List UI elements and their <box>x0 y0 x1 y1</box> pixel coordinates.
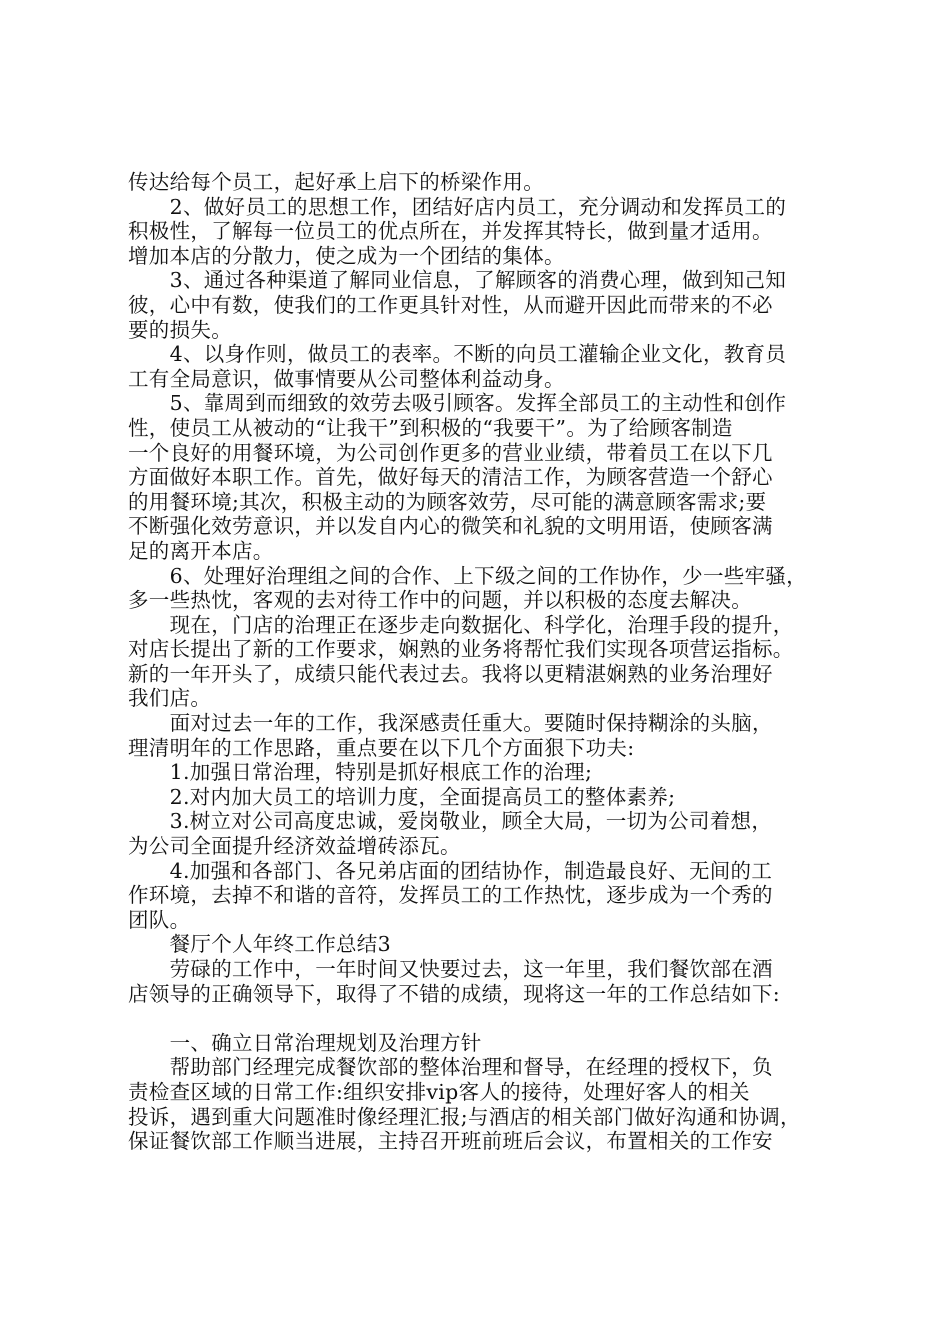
text-line: 传达给每个员工，起好承上启下的桥梁作用。 <box>128 170 544 194</box>
text-line: 增加本店的分散力，使之成为一个团结的集体。 <box>128 243 565 268</box>
text-line: 性，使员工从被动的“让我干”到积极的“我要干”。为了给顾客制造 <box>128 415 733 440</box>
text-line: 的用餐环境;其次，积极主动的为顾客效劳，尽可能的满意顾客需求;要 <box>128 489 767 514</box>
document-body <box>128 170 840 1154</box>
text-line: 团队。 <box>128 907 191 932</box>
text-line: 现在，门店的治理正在逐步走向数据化、科学化，治理手段的提升， <box>128 612 794 637</box>
text-line: 帮助部门经理完成餐饮部的整体治理和督导，在经理的授权下，负 <box>128 1055 773 1080</box>
text-line: 新的一年开头了，成绩只能代表过去。我将以更精湛娴熟的业务治理好 <box>128 661 773 686</box>
text-line: 工有全局意识，做事情要从公司整体利益动身。 <box>128 366 565 391</box>
text-line: 投诉，遇到重大问题准时像经理汇报;与酒店的相关部门做好沟通和协调， <box>128 1104 801 1129</box>
text-line: 6、处理好治理组之间的合作、上下级之间的工作协作，少一些牢骚， <box>128 563 807 588</box>
text-line: 2、做好员工的思想工作，团结好店内员工，充分调动和发挥员工的 <box>128 194 787 219</box>
text-line: 餐厅个人年终工作总结3 <box>128 932 391 957</box>
text-line: 对店长提出了新的工作要求，娴熟的业务将帮忙我们实现各项营运指标。 <box>128 637 794 662</box>
blank-line <box>128 1006 840 1031</box>
text-line: 一个良好的用餐环境，为公司创作更多的营业业绩，带着员工在以下几 <box>128 440 773 465</box>
text-line: 方面做好本职工作。首先，做好每天的清洁工作，为顾客营造一个舒心 <box>128 465 773 490</box>
text-line: 店领导的正确领导下，取得了不错的成绩，现将这一年的工作总结如下: <box>128 981 781 1006</box>
text-line: 多一些热忱，客观的去对待工作中的问题，并以积极的态度去解决。 <box>128 588 752 613</box>
text-line: 劳碌的工作中，一年时间又快要过去，这一年里，我们餐饮部在酒 <box>128 957 773 981</box>
text-line: 保证餐饮部工作顺当进展，主持召开班前班后会议，布置相关的工作安 <box>128 1129 773 1154</box>
text-line: 不断强化效劳意识，并以发自内心的微笑和礼貌的文明用语，使顾客满 <box>128 514 773 539</box>
text-line: 要的损失。 <box>128 317 232 342</box>
text-line: 5、靠周到而细致的效劳去吸引顾客。发挥全部员工的主动性和创作 <box>128 391 787 416</box>
text-line: 面对过去一年的工作，我深感责任重大。要随时保持糊涂的头脑， <box>128 711 773 736</box>
text-line: 彼，心中有数，使我们的工作更具针对性，从而避开因此而带来的不必 <box>128 292 773 317</box>
text-line: 1.加强日常治理，特别是抓好根底工作的治理; <box>128 760 593 785</box>
text-line: 4.加强和各部门、各兄弟店面的团结协作，制造最良好、无间的工 <box>128 858 773 883</box>
text-line: 2.对内加大员工的培训力度，全面提高员工的整体素养; <box>128 784 676 809</box>
text-line: 作环境，去掉不和谐的音符，发挥员工的工作热忱，逐步成为一个秀的 <box>128 883 773 908</box>
text-line: 一、确立日常治理规划及治理方针 <box>128 1030 482 1055</box>
text-line: 理清明年的工作思路，重点要在以下几个方面狠下功夫: <box>128 735 635 760</box>
text-line: 我们店。 <box>128 686 212 711</box>
text-line: 责检查区域的日常工作:组织安排vip客人的接待，处理好客人的相关 <box>128 1079 750 1104</box>
text-line: 足的离开本店。 <box>128 538 274 563</box>
text-line: 3.树立对公司高度忠诚，爱岗敬业，顾全大局，一切为公司着想， <box>128 809 773 834</box>
text-line: 积极性，了解每一位员工的优点所在，并发挥其特长，做到量才适用。 <box>128 219 773 244</box>
text-line: 为公司全面提升经济效益增砖添瓦。 <box>128 834 461 859</box>
text-line: 4、以身作则，做员工的表率。不断的向员工灌输企业文化，教育员 <box>128 342 787 367</box>
text-line: 3、通过各种渠道了解同业信息，了解顾客的消费心理，做到知己知 <box>128 268 787 293</box>
